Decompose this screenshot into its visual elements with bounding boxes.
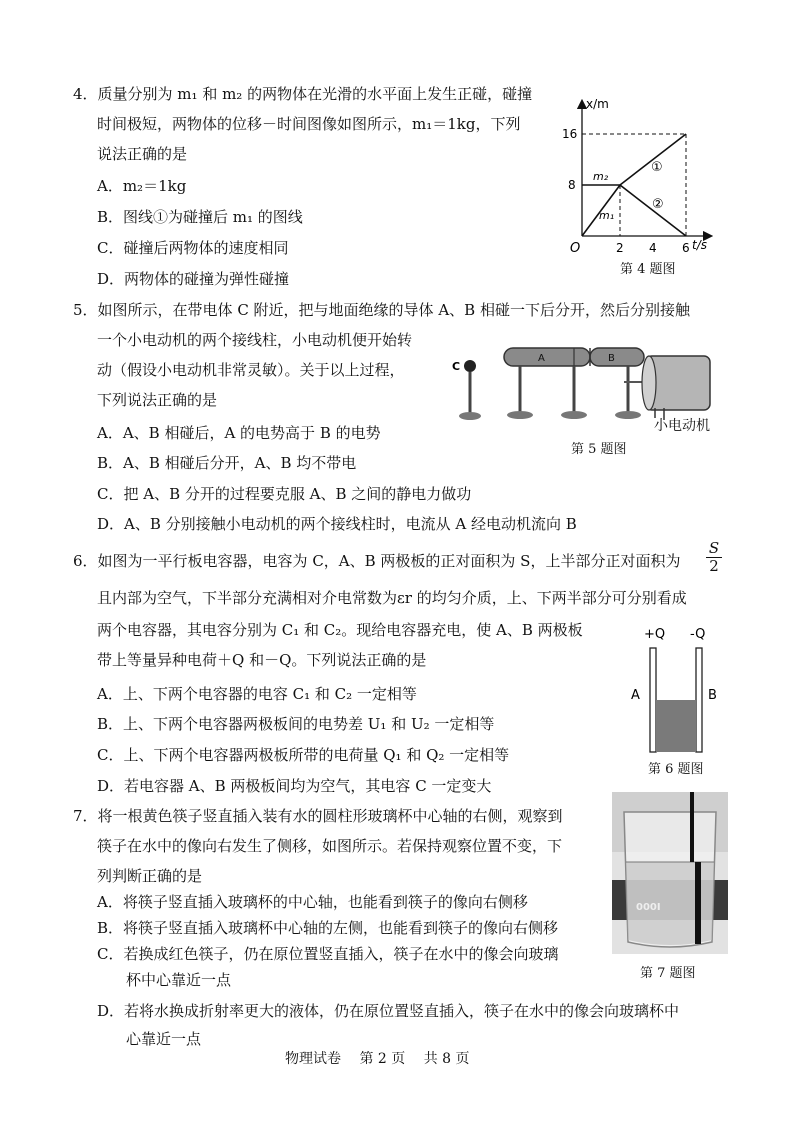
q5-stem-line-1: 5．如图所示，在带电体 C 附近，把与地面绝缘的导体 A、B 相碰一下后分开，然后分别接触 <box>73 301 690 319</box>
dielectric-fill <box>656 700 696 752</box>
q5-caption: 第 5 题图 <box>571 442 627 457</box>
q6-stem-line-2: 且内部为空气，下半部分充满相对介电常数为εr 的均匀介质，上、下两半部分可分别看成 <box>97 589 687 607</box>
q6-option-b: B．上、下两个电容器两极板间的电势差 U₁ 和 U₂ 一定相等 <box>97 715 495 733</box>
q7-option-a: A．将筷子竖直插入玻璃杯的中心轴，也能看到筷子的像向右侧移 <box>97 893 528 911</box>
label-a: A <box>538 353 545 364</box>
q6-capacitor-figure <box>628 624 728 756</box>
origin-label: O <box>570 241 581 256</box>
q6-option-c: C．上、下两个电容器两极板所带的电荷量 Q₁ 和 Q₂ 一定相等 <box>97 746 510 764</box>
x-axis-label: t/s <box>692 238 707 252</box>
q7-option-d-line-2: 心靠近一点 <box>126 1030 202 1048</box>
label-circle-2: ② <box>652 197 664 212</box>
q5-stem-line-4: 下列说法正确的是 <box>97 391 218 409</box>
q4-option-a: A．m₂＝1kg <box>97 177 187 195</box>
cup-marking: 000I <box>636 902 661 913</box>
tick-y-16: 16 <box>562 127 578 141</box>
q4-stem-line-3: 说法正确的是 <box>97 145 188 163</box>
q4-stem-line-1: 4．质量分别为 m₁ 和 m₂ 的两物体在光滑的水平面上发生正碰，碰撞 <box>73 85 533 103</box>
q4-xt-graph <box>556 96 716 272</box>
page-footer: 物理试卷 第 2 页 共 8 页 <box>285 1051 470 1067</box>
label-minus-q: -Q <box>690 627 706 642</box>
conductor-a <box>504 348 590 366</box>
label-plate-a: A <box>631 688 640 703</box>
q4-option-d: D．两物体的碰撞为弹性碰撞 <box>97 270 290 288</box>
q5-option-c: C．把 A、B 分开的过程要克服 A、B 之间的静电力做功 <box>97 485 472 503</box>
q6-option-d: D．若电容器 A、B 两极板间均为空气，其电容 C 一定变大 <box>97 777 492 795</box>
q6-stem-line-1: 6．如图为一平行板电容器，电容为 C，A、B 两极板的正对面积为 S，上半部分正对面积为 <box>73 552 681 570</box>
q6-stem-line-3: 两个电容器，其电容分别为 C₁ 和 C₂。现给电容器充电，使 A、B 两极板 <box>97 621 583 639</box>
q7-stem-line-2: 筷子在水中的像向右发生了侧移，如图所示。若保持观察位置不变，下 <box>97 837 563 855</box>
q4-option-c: C．碰撞后两物体的速度相同 <box>97 239 289 257</box>
q7-stem-line-1: 7．将一根黄色筷子竖直插入装有水的圆柱形玻璃杯中心轴的右侧，观察到 <box>73 807 563 825</box>
q7-option-d-line-1: D．若将水换成折射率更大的液体，仍在原位置竖直插入，筷子在水中的像会向玻璃杯中 <box>97 1002 680 1020</box>
q5-option-b: B．A、B 相碰后分开，A、B 均不带电 <box>97 454 357 472</box>
q5-option-a: A．A、B 相碰后，A 的电势高于 B 的电势 <box>97 424 381 442</box>
label-b: B <box>608 353 615 364</box>
label-plate-b: B <box>708 688 717 703</box>
q6-fraction-numerator: S <box>708 539 720 557</box>
tick-x-2: 2 <box>616 241 624 255</box>
tick-y-8: 8 <box>568 178 576 192</box>
q4-caption: 第 4 题图 <box>620 262 676 277</box>
tick-x-6: 6 <box>682 241 690 255</box>
q6-stem-line-4: 带上等量异种电荷＋Q 和－Q。下列说法正确的是 <box>97 651 427 669</box>
q5-motor-label: 小电动机 <box>654 418 710 434</box>
label-circle-1: ① <box>651 160 663 175</box>
label-plus-q: +Q <box>644 627 666 642</box>
q7-option-c-line-1: C．若换成红色筷子，仍在原位置竖直插入，筷子在水中的像会向玻璃 <box>97 945 559 963</box>
label-m2: m₂ <box>593 170 609 183</box>
plate-a <box>650 648 656 752</box>
q7-option-b: B．将筷子竖直插入玻璃杯中心轴的左侧，也能看到筷子的像向右侧移 <box>97 919 559 937</box>
q6-fraction-denominator: 2 <box>706 557 722 575</box>
q5-stem-line-2: 一个小电动机的两个接线柱，小电动机便开始转 <box>97 331 413 349</box>
label-c: C <box>452 360 461 373</box>
q5-option-d: D．A、B 分别接触小电动机的两个接线柱时，电流从 A 经电动机流向 B <box>97 515 577 533</box>
conductor-b <box>590 348 644 366</box>
label-m1: m₁ <box>599 209 615 222</box>
q7-caption: 第 7 题图 <box>640 966 696 981</box>
charged-sphere-c <box>464 360 476 372</box>
q6-caption: 第 6 题图 <box>648 762 704 777</box>
q6-option-a: A．上、下两个电容器的电容 C₁ 和 C₂ 一定相等 <box>97 685 417 703</box>
q7-glass-photo <box>612 792 728 954</box>
q4-stem-line-2: 时间极短，两物体的位移－时间图像如图所示，m₁＝1kg，下列 <box>97 115 521 133</box>
plate-b <box>696 648 702 752</box>
q5-stem-line-3: 动（假设小电动机非常灵敏）。关于以上过程， <box>97 361 405 379</box>
q7-option-c-line-2: 杯中心靠近一点 <box>126 971 232 989</box>
q7-stem-line-3: 列判断正确的是 <box>97 867 203 885</box>
tick-x-4: 4 <box>649 241 657 255</box>
y-axis-label: x/m <box>586 97 609 111</box>
q6-fraction <box>706 540 722 575</box>
q4-option-b: B．图线①为碰撞后 m₁ 的图线 <box>97 208 303 226</box>
